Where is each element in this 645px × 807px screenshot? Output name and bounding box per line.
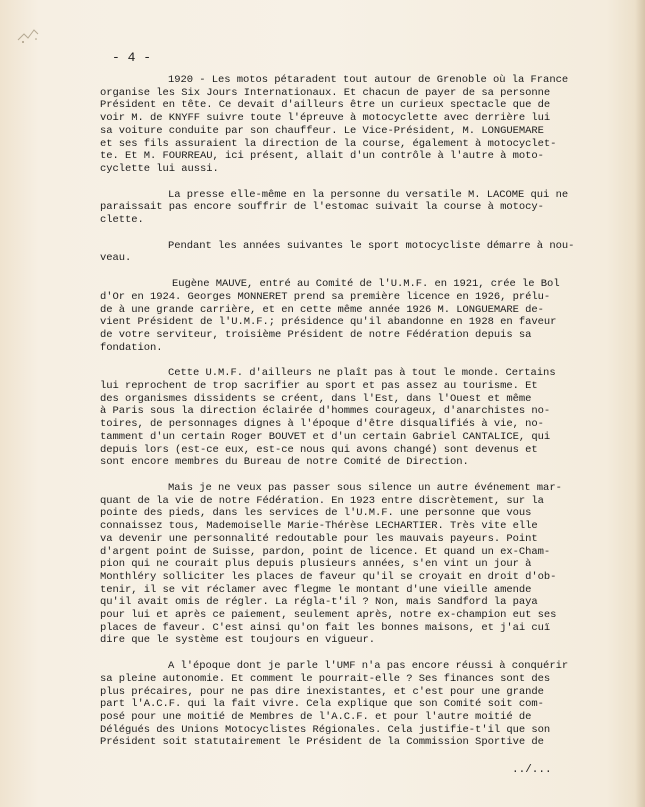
text-line: te. Et M. FOURREAU, ici présent, allait d'un contrôle à l'autre à moto- [100,150,544,163]
text-line: d'Or en 1924. Georges MONNERET prend sa première licence en 1926, prélu- [100,290,551,303]
page-number: - 4 - [112,50,152,65]
text-line: quant de la vie de notre Fédération. En 1923 entre discrètement, sur la [100,494,544,507]
paragraph [100,367,608,469]
text-line: part l'A.C.F. qui la fait vivre. Cela explique que son Comité soit com- [100,698,544,711]
text-line: depuis lors (est-ce eux, est-ce nous qui avons changé) sont devenus et [100,443,538,456]
text-line: à Paris sous la direction éclairée d'hommes courageux, d'anarchistes no- [100,405,551,418]
text-line: clette. [100,214,144,227]
text-line: La presse elle-même en la personne du versatile M. LACOME qui ne [168,188,569,201]
text-line: voir M. de KNYFF suivre toute l'épreuve à motocyclette avec derrière lui [100,112,551,125]
text-line: tenir, il se vit réclamer avec flegme le montant d'une vieille amende [100,583,532,596]
text-line: sa voiture conduite par son chauffeur. Le Vice-Président, M. LONGUEMARE [100,124,544,137]
text-line: Pendant les années suivantes le sport motocycliste démarre à nou- [168,239,575,252]
text-line: pion qui ne courait plus depuis plusieurs années, s'en vint un jour à [100,558,532,571]
paragraph [100,482,608,647]
text-line: organise les Six Jours Internationaux. Et chacun de payer de sa personne [100,86,551,99]
paragraph [100,74,608,176]
text-line: de votre serviteur, troisième Président de notre Fédération depuis sa [100,328,532,341]
text-line: 1920 - Les motos pétaradent tout autour de Grenoble où la France [168,74,569,86]
text-line: Monthléry solliciter les places de faveur qu'il se croyait en droit d'ob- [100,570,557,583]
text-line: Cette U.M.F. d'ailleurs ne plaît pas à tout le monde. Certains [168,367,556,380]
text-line: tamment d'un certain Roger BOUVET et d'un certain Gabriel CANTALICE, qui [100,430,551,443]
text-line: connaissez tous, Mademoiselle Marie-Thérèse LECHARTIER. Très vite elle [100,520,538,533]
continuation-mark: ../... [512,764,552,776]
text-line: Président soit statutairement le Président de la Commission Sportive de [100,736,544,749]
text-line: paraissait pas encore souffrir de l'estomac suivait la course à motocy- [100,201,544,214]
text-line: Mais je ne veux pas passer sous silence un autre événement mar- [168,481,562,494]
text-line: sont encore membres du Bureau de notre Comité de Direction. [100,456,469,469]
text-line: fondation. [100,341,163,354]
text-line: toires, de personnages dignes à l'époque d'être disqualifiés à vie, no- [100,418,544,431]
text-line: A l'époque dont je parle l'UMF n'a pas encore réussi à conquérir [168,660,569,673]
text-line: de à une grande carrière, et en cette même année 1926 M. LONGUEMARE de- [100,303,544,316]
text-line: veau. [100,252,132,265]
text-line: Eugène MAUVE, entré au Comité de l'U.M.F. en 1921, crée le Bol [172,278,560,291]
paragraph [100,660,608,749]
paragraph [100,278,608,354]
paragraph [100,189,608,227]
text-line: et ses fils assuraient la direction de la course, également à motocyclet- [100,137,557,150]
text-line: d'argent point de Suisse, pardon, point de licence. Et quand un ex-Cham- [100,545,551,558]
text-line: lui reprochent de trop sacrifier au sport et pas assez au tourisme. Et [100,380,538,393]
text-line: dire que le système est toujours en vigueur. [100,634,376,647]
text-line: Président en tête. Ce devait d'ailleurs être un curieux spectacle que de [100,99,551,112]
text-line: pour lui et après ce paiement, seulement après, notre ex-champion eut ses [100,609,557,622]
paragraph [100,240,608,265]
text-line: Délégués des Unions Motocyclistes Régionales. Cela justifie-t'il que son [100,723,551,736]
text-line: posé pour une moitié de Membres de l'A.C.F. et pour l'autre moitié de [100,710,532,723]
text-line: qu'il avait omis de régler. La régla-t'il ? Non, mais Sandford la paya [100,596,538,609]
text-line: va devenir une personnalité redoutable pour les mauvais payeurs. Point [100,532,538,545]
text-line: pointe des pieds, dans les services de l'U.M.F. une personne que vous [100,507,532,520]
text-line: vient Président de l'U.M.F.; présidence qu'il abandonne en 1928 en faveur [100,316,557,329]
page-edge-shadow [635,0,645,807]
text-line: cyclette lui aussi. [100,162,219,175]
text-line: sa pleine autonomie. Et comment le pourrait-elle ? Ses finances sont des [100,672,551,685]
text-line: des organismes dissidents se créent, dans l'Est, dans l'Ouest et même [100,392,532,405]
body-text [100,74,608,762]
ink-speck-mark [14,22,44,48]
text-line: places de faveur. C'est ainsi qu'on fait les bonnes maisons, et j'ai cuï [100,621,551,634]
text-line: plus précaires, pour ne pas dire inexistantes, et c'est pour une grande [100,685,544,698]
